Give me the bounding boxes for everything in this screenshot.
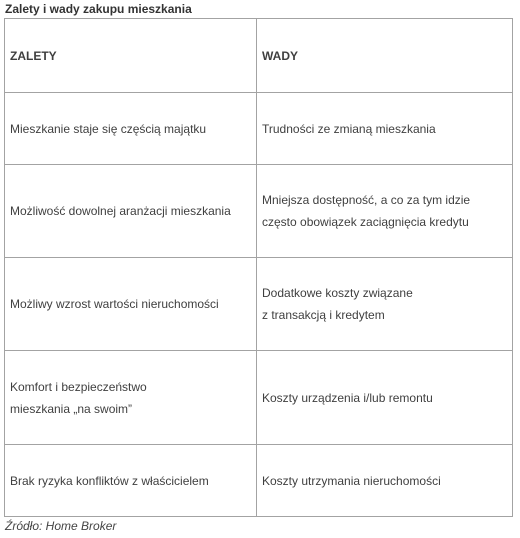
pro-text-line: Komfort i bezpieczeństwo (10, 379, 147, 394)
header-cons: WADY (257, 19, 513, 93)
table-title: Zalety i wady zakupu mieszkania (5, 2, 192, 16)
con-cell (257, 165, 513, 258)
con-text: Koszty utrzymania nieruchomości (262, 473, 441, 488)
con-cell (257, 93, 513, 165)
con-text: Trudności ze zmianą mieszkania (262, 121, 436, 136)
table-row (5, 351, 513, 445)
pro-text: Brak ryzyka konfliktów z właścicielem (10, 473, 209, 488)
con-text-line: z transakcją i kredytem (262, 308, 385, 322)
con-cell (257, 351, 513, 445)
pro-cell (5, 258, 257, 351)
pro-text-line: mieszkania „na swoim” (10, 401, 133, 416)
table-row (5, 93, 513, 165)
pro-cell (5, 93, 257, 165)
con-text: Koszty urządzenia i/lub remontu (262, 390, 433, 405)
pro-text: Mieszkanie staje się częścią majątku (10, 121, 207, 136)
source-note: Źródło: Home Broker (5, 519, 117, 533)
con-text-line: często obowiązek zaciągnięcia kredytu (262, 215, 469, 229)
header-pros: ZALETY (5, 19, 257, 93)
table-row (5, 445, 513, 517)
con-cell (257, 258, 513, 351)
pro-cell (5, 165, 257, 258)
table-header-row (5, 19, 513, 93)
con-cell (257, 445, 513, 517)
pro-cell (5, 351, 257, 445)
pro-text: Możliwość dowolnej aranżacji mieszkania (10, 204, 231, 218)
pros-cons-table (4, 18, 513, 517)
con-text-line: Mniejsza dostępność, a co za tym idzie (262, 193, 471, 207)
table-row (5, 165, 513, 258)
pro-cell (5, 445, 257, 517)
pro-text: Możliwy wzrost wartości nieruchomości (10, 297, 219, 311)
con-text-line: Dodatkowe koszty związane (262, 286, 413, 300)
table-row (5, 258, 513, 351)
